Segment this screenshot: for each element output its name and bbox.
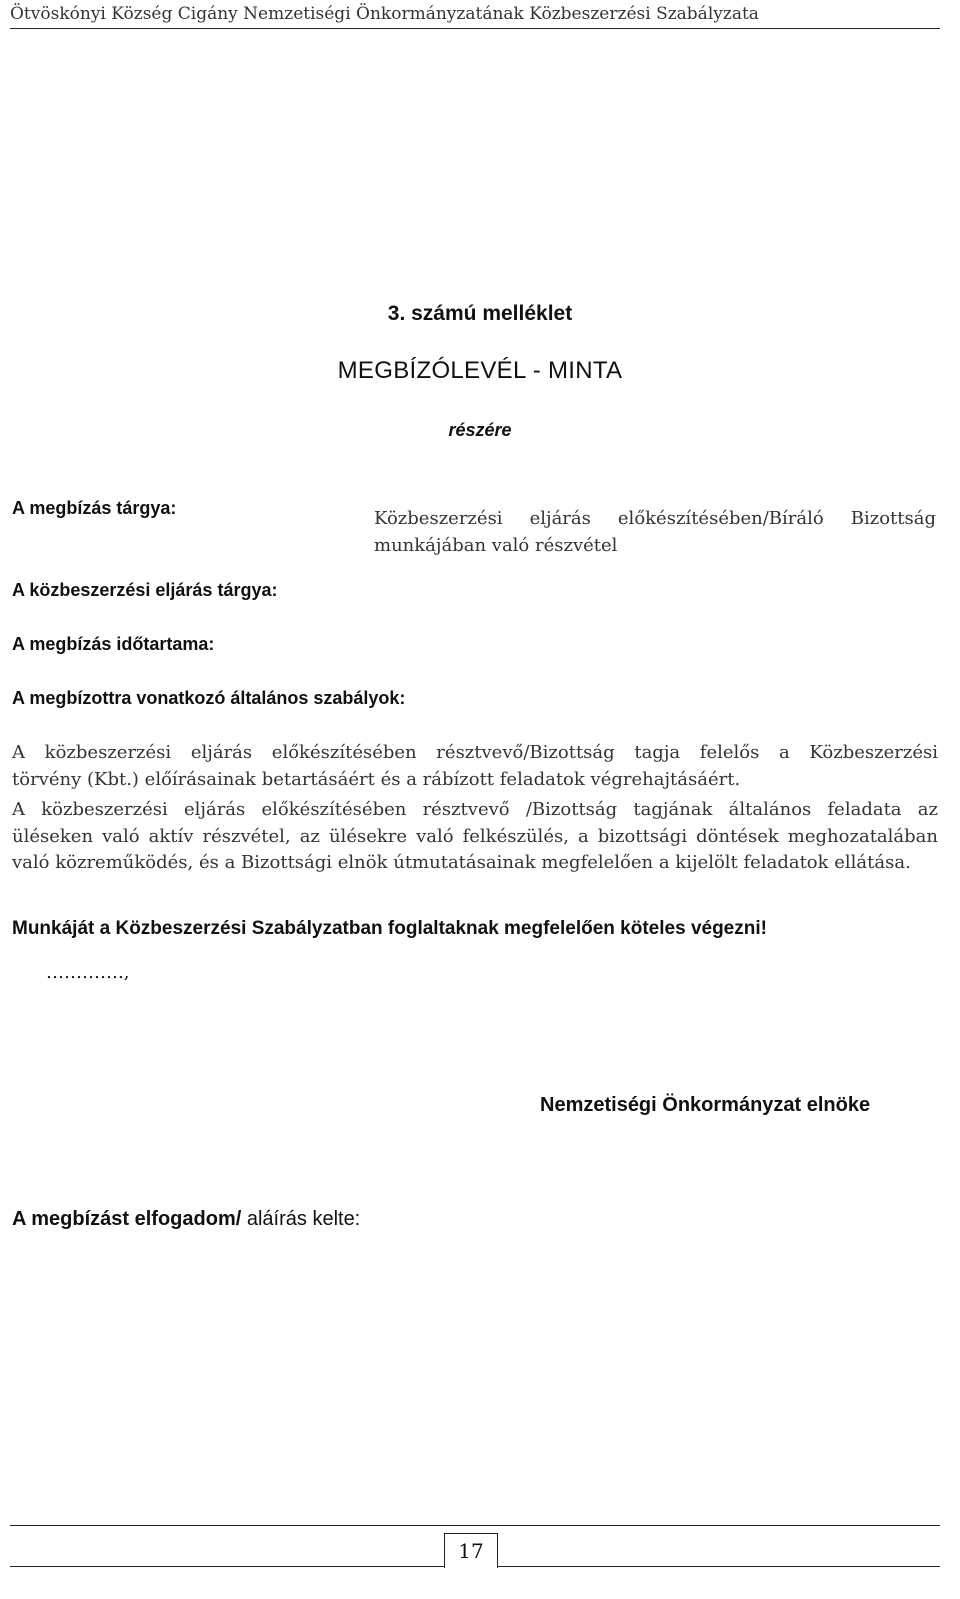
responsibility-paragraph	[12, 740, 938, 793]
signer-title: Nemzetiségi Önkormányzat elnöke	[540, 1094, 871, 1116]
paragraph-line: üléseken való aktív részvétel, az ülésekre való felkészülés, a bizottsági döntések meghozatalában	[12, 825, 938, 847]
paragraph-line: törvény (Kbt.) előírásainak betartásáért és a rábízott feladatok végrehajtásáért.	[12, 768, 741, 790]
paragraph-line: A közbeszerzési eljárás előkészítésében résztvevő/Bizottság tagja felelős a Közbeszerzési	[12, 742, 938, 763]
paragraph-line: való közreműködés, és a Bizottsági elnök útmutatásainak megfelelően a kijelölt feladatok ellátása.	[12, 852, 911, 874]
closing-statement: Munkáját a Közbeszerzési Szabályzatban foglaltaknak megfelelően köteles végezni!	[12, 918, 767, 939]
duties-paragraph	[12, 797, 938, 877]
duration-label: A megbízás időtartama:	[12, 634, 215, 654]
signature-date-label: aláírás kelte:	[241, 1208, 361, 1230]
document-title: MEGBÍZÓLEVÉL - MINTA	[337, 357, 623, 384]
acceptance-line	[12, 1208, 360, 1231]
page-number: 17	[444, 1533, 498, 1568]
addressee-line: részére	[448, 420, 512, 440]
general-rules-label: A megbízottra vonatkozó általános szabályok:	[12, 688, 406, 708]
subject-value: Közbeszerzési eljárás előkészítésében/Bíráló Bizottság munkájában való részvétel	[374, 508, 936, 556]
acceptance-label: A megbízást elfogadom/	[12, 1208, 242, 1230]
annex-title: 3. számú melléklet	[387, 302, 573, 325]
running-header: Ötvöskónyi Község Cigány Nemzetiségi Önkormányzatának Közbeszerzési Szabályzata	[10, 4, 759, 24]
subject-label: A megbízás tárgya:	[12, 498, 177, 518]
procurement-subject-label: A közbeszerzési eljárás tárgya:	[12, 580, 278, 600]
place-date-placeholder: ………….,	[46, 962, 130, 983]
header-rule	[10, 28, 940, 29]
paragraph-line: A közbeszerzési eljárás előkészítésében résztvevő /Bizottság tagjának általános feladata az	[12, 799, 938, 820]
